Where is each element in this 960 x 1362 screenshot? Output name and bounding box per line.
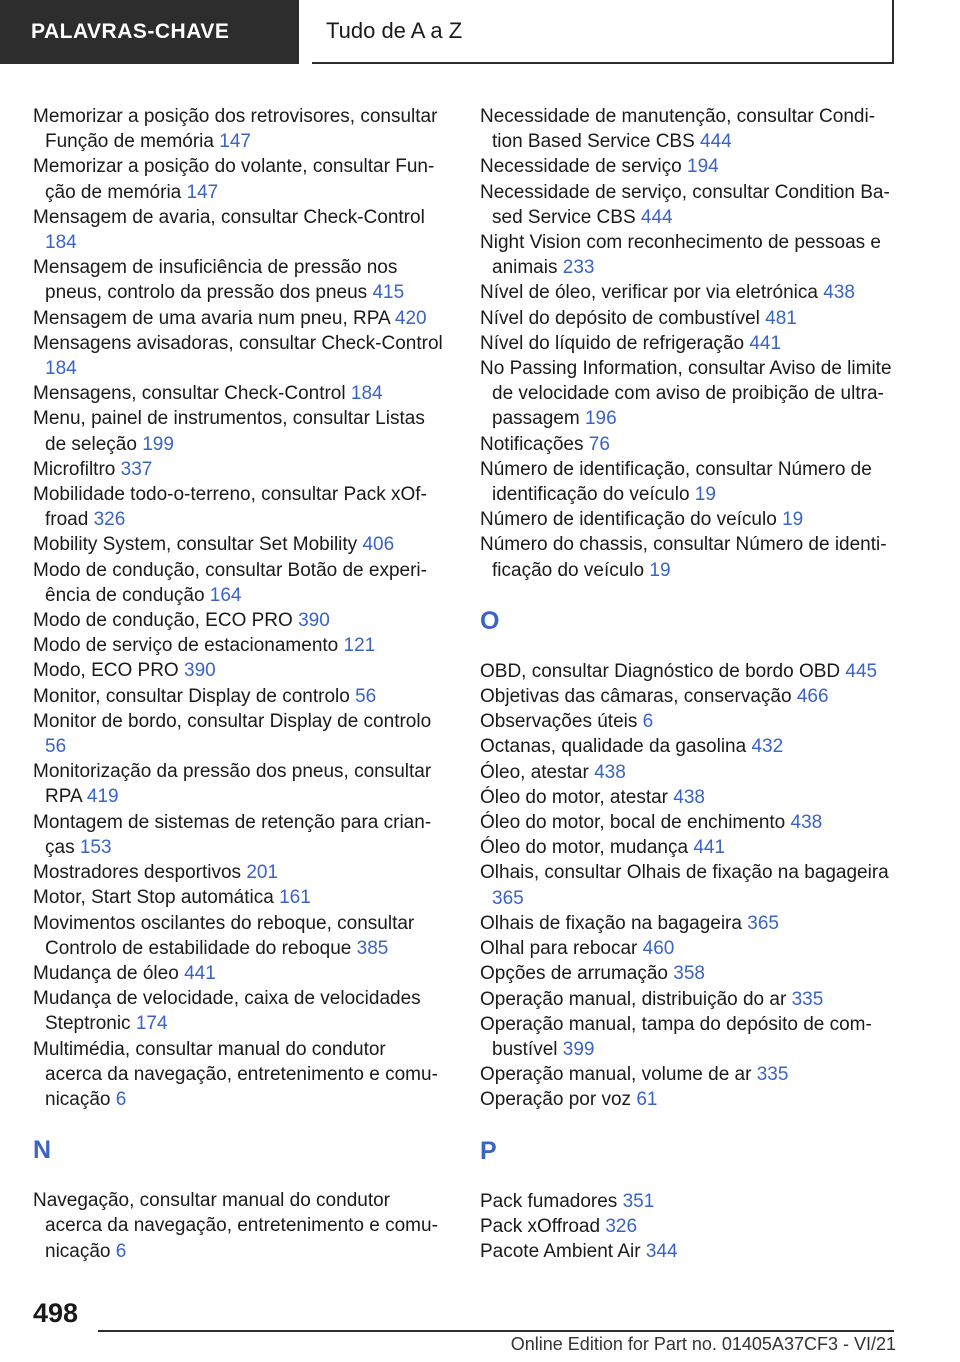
page-reference-link[interactable]: 161 — [279, 887, 311, 909]
section-heading: P — [480, 1136, 497, 1165]
index-entry-text: Óleo do motor, atestar — [480, 786, 668, 808]
page-reference-link[interactable]: 420 — [394, 307, 427, 329]
index-entry-text: Pack fumadores — [480, 1190, 618, 1212]
index-entry-text: Mudança de velocidade, caixa de velocidades Steptronic — [33, 988, 421, 1035]
index-entry-text: OBD, consultar Diagnóstico de bordo OBD — [480, 660, 841, 682]
index-entry — [33, 885, 445, 910]
page-reference-link[interactable]: 19 — [694, 484, 716, 506]
page-reference-link[interactable]: 365 — [747, 912, 779, 934]
index-entry-text: Número do chassis, consultar Número de identificação do veículo — [480, 534, 887, 581]
page-reference-link[interactable]: 121 — [343, 635, 376, 657]
index-entry — [480, 532, 892, 582]
page-reference-link[interactable]: 147 — [219, 131, 251, 153]
index-entry-text: Número de identificação do veículo — [480, 509, 777, 531]
index-entry — [33, 1037, 445, 1113]
index-entry — [33, 608, 445, 633]
index-entry — [480, 734, 892, 759]
page-header-title: Tudo de A a Z — [326, 18, 463, 43]
index-entry — [480, 835, 892, 860]
index-entry — [480, 1189, 892, 1214]
page-reference-link[interactable]: 481 — [765, 307, 797, 329]
page-reference-link[interactable]: 174 — [135, 1013, 168, 1035]
index-entry-text: Montagem de sistemas de retenção para crianças — [33, 811, 432, 858]
page-reference-link[interactable]: 344 — [645, 1240, 678, 1262]
page-reference-link[interactable]: 56 — [45, 736, 67, 758]
index-entry-text: Multimédia, consultar manual do condutor acerca da navegação, entretenimento e comunicação — [33, 1038, 438, 1110]
index-entry — [480, 911, 892, 936]
index-entry — [33, 759, 445, 809]
index-entry — [33, 911, 445, 961]
index-entry — [33, 709, 445, 759]
page-reference-link[interactable]: 61 — [636, 1089, 658, 1111]
index-entry-text: No Passing Information, consultar Aviso de limite de velocidade com aviso de proibição de ultrapassagem — [480, 358, 892, 430]
page-reference-link[interactable]: 194 — [687, 156, 719, 178]
page-reference-link[interactable]: 337 — [120, 458, 153, 480]
page-reference-link[interactable]: 326 — [93, 509, 126, 531]
page-reference-link[interactable]: 432 — [751, 736, 784, 758]
page-reference-link[interactable]: 184 — [350, 383, 383, 405]
page-reference-link[interactable]: 385 — [356, 937, 389, 959]
index-entry-text: Monitor de bordo, consultar Display de controlo — [33, 710, 432, 732]
page-reference-link[interactable]: 19 — [649, 559, 671, 581]
index-entry — [480, 1214, 892, 1239]
index-entry — [480, 280, 892, 305]
index-entry — [480, 684, 892, 709]
index-entry — [480, 507, 892, 532]
page-reference-link[interactable]: 335 — [756, 1064, 789, 1086]
index-entry-text: Mostradores desportivos — [33, 862, 242, 884]
index-entry — [33, 684, 445, 709]
page-reference-link[interactable]: 365 — [492, 887, 524, 909]
index-entry — [480, 154, 892, 179]
index-entry-text: Nível do depósito de combustível — [480, 307, 760, 329]
page-reference-link[interactable]: 445 — [845, 660, 878, 682]
section-heading: N — [33, 1136, 52, 1165]
page-header — [312, 0, 894, 64]
page-reference-link[interactable]: 358 — [673, 963, 705, 985]
index-entry — [33, 381, 445, 406]
page-reference-link[interactable]: 390 — [184, 660, 216, 682]
index-entry — [33, 457, 445, 482]
index-entry-text: Mensagem de avaria, consultar Check-Control — [33, 206, 425, 228]
index-entry — [480, 961, 892, 986]
index-entry-text: Olhais de fixação na bagageira — [480, 912, 742, 934]
page-reference-link[interactable]: 444 — [700, 131, 732, 153]
page-reference-link[interactable]: 438 — [790, 812, 823, 834]
index-entry-text: Octanas, qualidade da gasolina — [480, 736, 747, 758]
page-reference-link[interactable]: 406 — [362, 534, 395, 556]
index-entry-text: Modo de condução, consultar Botão de experiência de condução — [33, 559, 427, 606]
index-entry — [33, 961, 445, 986]
index-entry-text: Modo de serviço de estacionamento — [33, 635, 339, 657]
index-entry-text: Movimentos oscilantes do reboque, consultar Controlo de estabilidade do reboque — [33, 912, 415, 959]
page-reference-link[interactable]: 390 — [298, 610, 330, 632]
footer-edition: Online Edition for Part no. 01405A37CF3 - VI/21 — [510, 1334, 896, 1354]
index-entry — [480, 936, 892, 961]
section-heading: O — [480, 606, 500, 635]
index-entry-text: Óleo do motor, mudança — [480, 837, 689, 859]
index-entry-text: Notificações — [480, 433, 584, 455]
index-entry — [33, 406, 445, 456]
index-entry-text: Operação por voz — [480, 1089, 632, 1111]
footer-divider — [98, 1330, 894, 1332]
index-column-left — [33, 104, 445, 1264]
page-reference-link[interactable]: 466 — [796, 686, 829, 708]
index-entry-text: Mobilidade todo-o-terreno, consultar Pack xOffroad — [33, 484, 427, 531]
index-entry-text: Mensagem de insuficiência de pressão nos pneus, controlo da pressão dos pneus — [33, 257, 398, 304]
page-reference-link[interactable]: 419 — [86, 786, 119, 808]
index-column-right — [480, 104, 892, 1264]
index-entry-text: Night Vision com reconhecimento de pessoas e animais — [480, 232, 881, 279]
index-entry-text: Observações úteis — [480, 711, 638, 733]
index-entry-text: Objetivas das câmaras, conservação — [480, 686, 792, 708]
page-reference-link[interactable]: 438 — [823, 282, 855, 304]
index-entry — [33, 331, 445, 381]
index-entry — [480, 331, 892, 356]
page-reference-link[interactable]: 196 — [584, 408, 617, 430]
index-entry-text: Olhal para rebocar — [480, 938, 638, 960]
index-entry — [480, 457, 892, 507]
index-entry-text: Nível do líquido de refrigeração — [480, 332, 745, 354]
page-reference-link[interactable]: 351 — [622, 1190, 655, 1212]
index-entry — [480, 810, 892, 835]
index-entry — [480, 180, 892, 230]
index-entry-text: Óleo do motor, bocal de enchimento — [480, 812, 786, 834]
index-entry-text: Microfiltro — [33, 458, 116, 480]
index-entry — [480, 709, 892, 734]
page-reference-link[interactable]: 153 — [79, 836, 112, 858]
page-reference-link[interactable]: 147 — [186, 181, 219, 203]
index-entry-text: Operação manual, tampa do depósito de combustível — [480, 1013, 872, 1060]
page-reference-link[interactable]: 164 — [209, 584, 242, 606]
index-entry — [480, 356, 892, 432]
page-reference-link[interactable]: 438 — [594, 761, 626, 783]
page-reference-link[interactable]: 199 — [142, 433, 174, 455]
page-reference-link[interactable]: 201 — [246, 862, 279, 884]
page-reference-link[interactable]: 444 — [640, 206, 673, 228]
page-reference-link[interactable]: 6 — [115, 1088, 127, 1110]
index-entry-text: Memorizar a posição dos retrovisores, consultar Função de memória — [33, 106, 438, 153]
index-entry — [480, 785, 892, 810]
page-reference-link[interactable]: 441 — [184, 962, 216, 984]
page-reference-link[interactable]: 76 — [588, 433, 610, 455]
index-entry — [480, 306, 892, 331]
index-entry-text: Olhais, consultar Olhais de fixação na bagageira — [480, 862, 889, 884]
index-entry-text: Pacote Ambient Air — [480, 1240, 641, 1262]
index-entry-text: Motor, Start Stop automática — [33, 887, 274, 909]
index-entry — [33, 558, 445, 608]
index-entry-text: Memorizar a posição do volante, consultar Função de memória — [33, 156, 435, 203]
index-entry-text: Opções de arrumação — [480, 963, 668, 985]
page-reference-link[interactable]: 335 — [791, 988, 824, 1010]
index-entry — [33, 633, 445, 658]
index-entry-text: Necessidade de manutenção, consultar Condition Based Service CBS — [480, 106, 876, 153]
index-entry — [33, 658, 445, 683]
page-reference-link[interactable]: 460 — [642, 938, 675, 960]
index-entry-text: Mensagem de uma avaria num pneu, RPA — [33, 307, 390, 329]
page-reference-link[interactable]: 441 — [749, 332, 782, 354]
index-entry-text: Mensagens, consultar Check-Control — [33, 383, 346, 405]
page-reference-link[interactable]: 441 — [693, 837, 726, 859]
index-entry-text: Pack xOffroad — [480, 1215, 601, 1237]
index-entry — [33, 104, 445, 154]
index-entry-text: Modo de condução, ECO PRO — [33, 610, 293, 632]
index-entry — [33, 205, 445, 255]
page-reference-link[interactable]: 399 — [562, 1038, 595, 1060]
index-entry-text: Necessidade de serviço — [480, 156, 682, 178]
page-reference-link[interactable]: 19 — [782, 509, 804, 531]
index-entry — [480, 760, 892, 785]
index-entry-text: Necessidade de serviço, consultar Condition Based Service CBS — [480, 181, 890, 228]
index-entry — [33, 154, 445, 204]
page-reference-link[interactable]: 326 — [605, 1215, 638, 1237]
index-entry — [480, 1012, 892, 1062]
index-entry-text: Monitor, consultar Display de controlo — [33, 685, 350, 707]
page-reference-link[interactable]: 56 — [355, 685, 377, 707]
index-entry — [480, 860, 892, 910]
index-entry-text: Mobility System, consultar Set Mobility — [33, 534, 358, 556]
index-entry-text: Operação manual, distribuição do ar — [480, 988, 787, 1010]
index-entry — [33, 255, 445, 305]
page-reference-link[interactable]: 184 — [45, 232, 77, 254]
index-entry-text: Navegação, consultar manual do condutor acerca da navegação, entretenimento e comunicação — [33, 1190, 438, 1262]
index-entry — [33, 532, 445, 557]
index-entry — [33, 306, 445, 331]
index-entry-text: Mudança de óleo — [33, 962, 179, 984]
index-entry — [480, 1062, 892, 1087]
page-number: 498 — [33, 1298, 79, 1328]
index-entry — [480, 1239, 892, 1264]
index-entry — [33, 482, 445, 532]
section-tab-label: PALAVRAS-CHAVE — [31, 20, 230, 43]
index-entry — [33, 810, 445, 860]
index-entry — [33, 860, 445, 885]
index-entry-text: Operação manual, volume de ar — [480, 1064, 752, 1086]
index-entry — [33, 986, 445, 1036]
index-entry — [480, 1087, 892, 1112]
index-entry-text: Modo, ECO PRO — [33, 660, 179, 682]
page-reference-link[interactable]: 6 — [642, 711, 654, 733]
index-entry — [480, 659, 892, 684]
index-entry — [33, 1188, 445, 1264]
index-entry — [480, 230, 892, 280]
index-entry — [480, 432, 892, 457]
index-entry-text: Mensagens avisadoras, consultar Check-Control — [33, 332, 443, 354]
index-entry-text: Menu, painel de instrumentos, consultar Listas de seleção — [33, 408, 425, 455]
page-reference-link[interactable]: 415 — [372, 282, 405, 304]
index-entry-text: Monitorização da pressão dos pneus, consultar RPA — [33, 761, 432, 808]
page-reference-link[interactable]: 233 — [562, 257, 595, 279]
page-reference-link[interactable]: 184 — [45, 358, 77, 380]
index-entry — [480, 987, 892, 1012]
page-reference-link[interactable]: 6 — [115, 1240, 127, 1262]
section-tab — [0, 0, 299, 64]
index-entry-text: Nível de óleo, verificar por via eletrónica — [480, 282, 818, 304]
index-entry-text: Óleo, atestar — [480, 761, 589, 783]
index-entry-text: Número de identificação, consultar Número de identificação do veículo — [480, 458, 872, 506]
index-entry — [480, 104, 892, 154]
page-reference-link[interactable]: 438 — [673, 786, 705, 808]
